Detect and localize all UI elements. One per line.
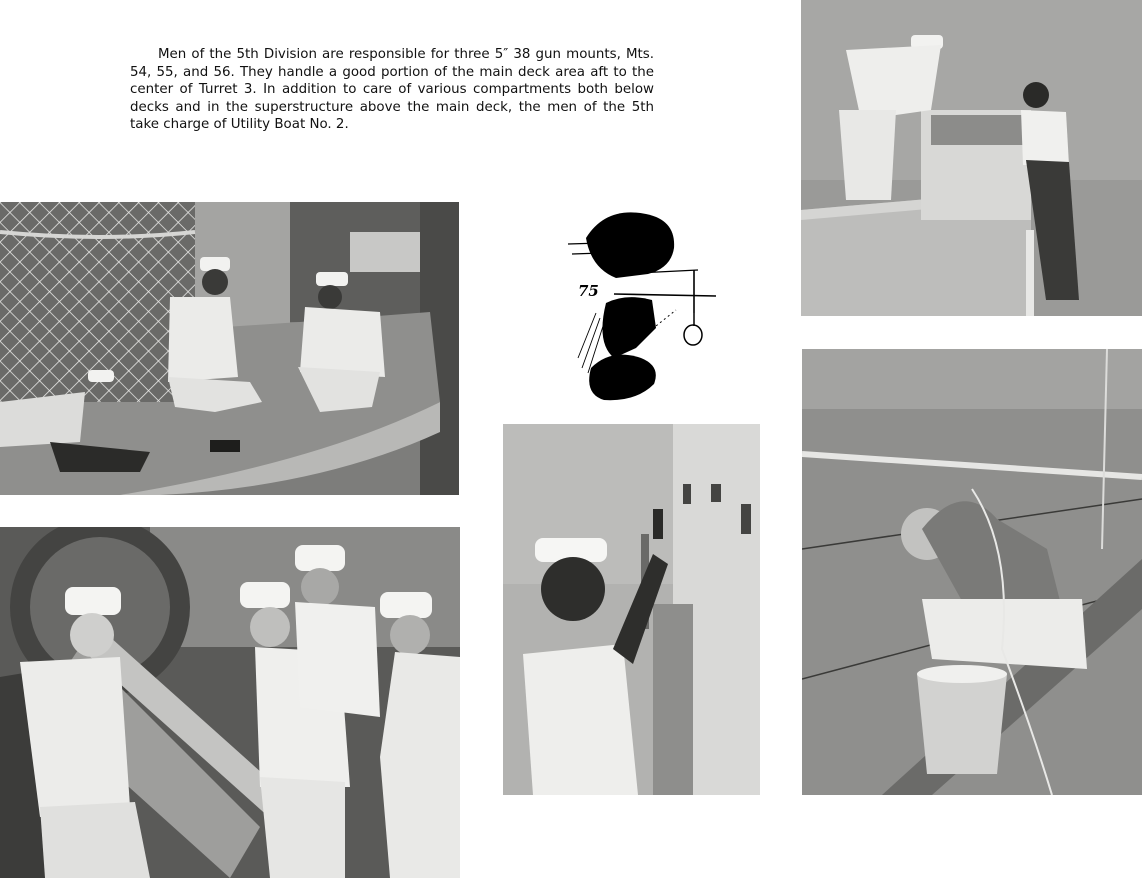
photo-sailors-at-gun-mount	[0, 527, 460, 878]
photo-sailor-with-bucket	[802, 349, 1142, 795]
photo-sailors-on-deck-with-cargo-net	[0, 202, 459, 495]
sketch-initials: 75	[578, 282, 599, 300]
sailor-silhouette-sketch	[566, 208, 722, 404]
photo-sailors-at-railing	[801, 0, 1142, 316]
division-caption: Men of the 5th Division are responsible for three 5″ 38 gun mounts, Mts. 54, 55, and 56. They handle a good portion of the main deck area aft to the center of Turret 3. In addition to care of various compartments both below decks and in the superstructure above the main deck, the men of the 5th take charge of Utility Boat No. 2.	[130, 47, 654, 133]
photo-sailor-painting-bulkhead	[503, 424, 760, 795]
